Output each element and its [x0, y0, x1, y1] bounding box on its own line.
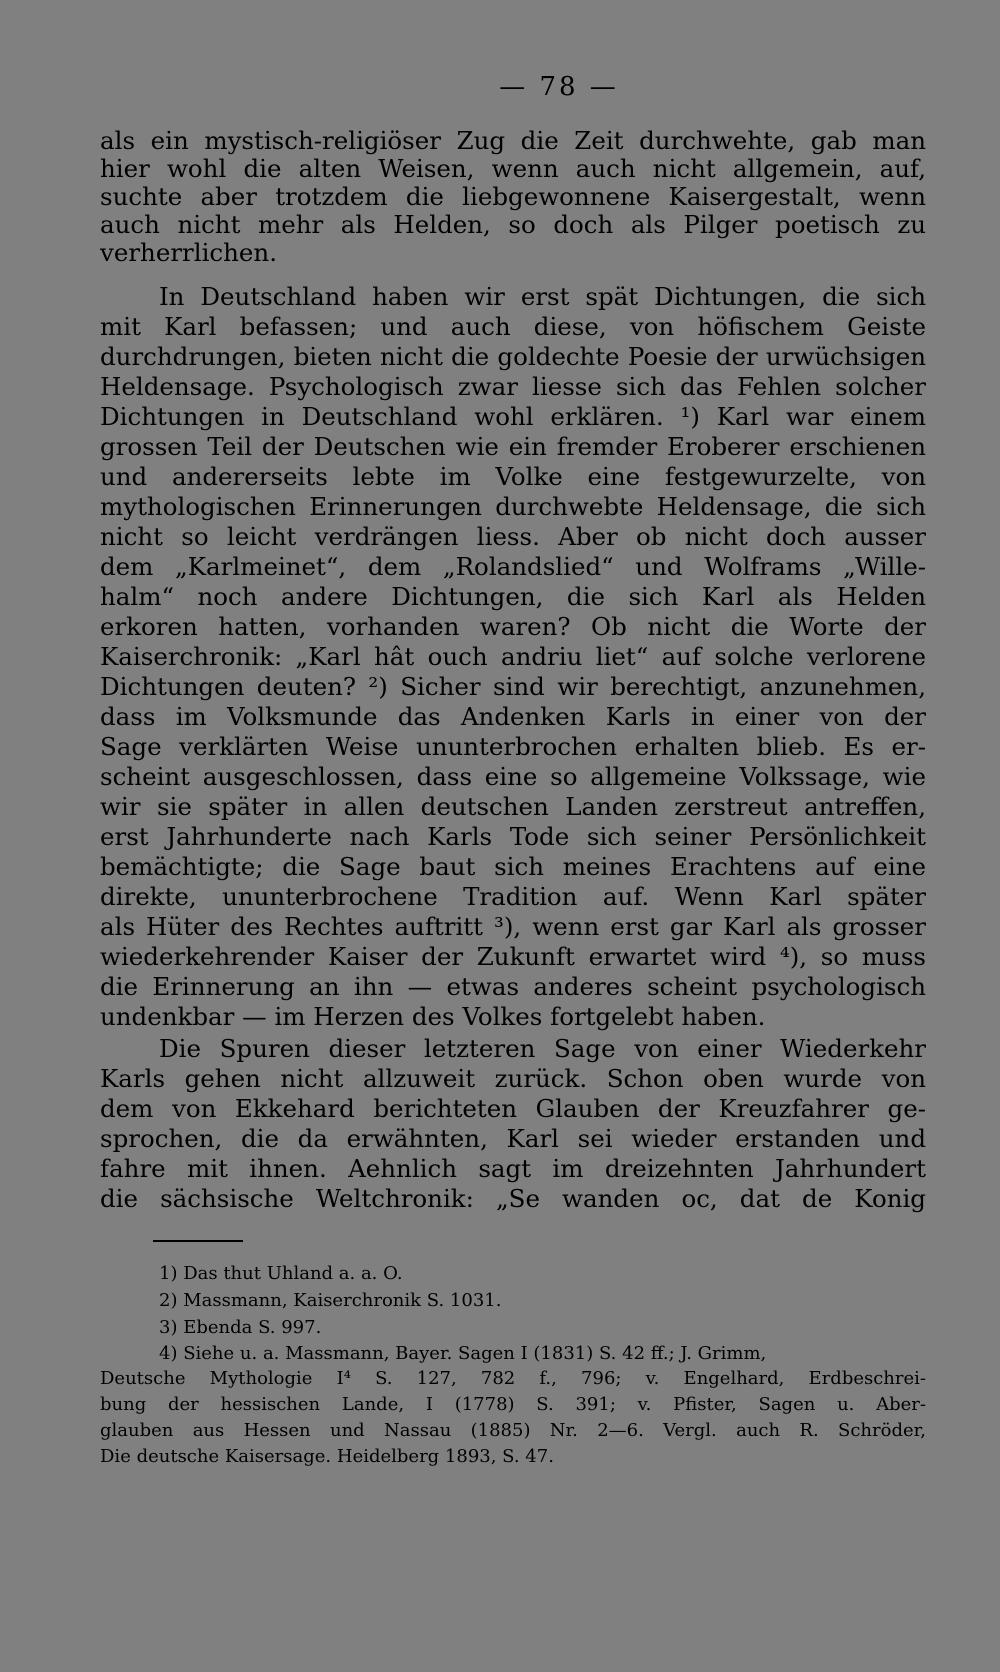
body-line: durchdrungen, bieten nicht die goldechte Poesie der urwüchsigen: [100, 342, 926, 371]
body-line: dem von Ekkehard berichteten Glauben der Kreuzfahrer ge-: [100, 1094, 926, 1123]
body-line: Dichtungen deuten? ²) Sicher sind wir berechtigt, anzunehmen,: [100, 672, 926, 701]
body-line: hier wohl die alten Weisen, wenn auch nicht allgemein, auf,: [100, 154, 926, 183]
body-line: Heldensage. Psychologisch zwar liesse sich das Fehlen solcher: [100, 372, 926, 401]
body-line: Sage verklärten Weise ununterbrochen erhalten blieb. Es er-: [100, 732, 926, 761]
body-line: mythologischen Erinnerungen durchwebte Heldensage, die sich: [100, 492, 926, 521]
body-line: die sächsische Weltchronik: „Se wanden oc, dat de Konig: [100, 1184, 926, 1213]
body-line: Karls gehen nicht allzuweit zurück. Schon oben wurde von: [100, 1064, 926, 1093]
footnote: 4) Siehe u. a. Massmann, Bayer. Sagen I (1831) S. 42 ff.; J. Grimm,: [159, 1343, 767, 1364]
body-line: die Erinnerung an ihn — etwas anderes scheint psychologisch: [100, 972, 926, 1001]
body-line: erst Jahrhunderte nach Karls Tode sich seiner Persönlichkeit: [100, 822, 926, 851]
body-line: als Hüter des Rechtes auftritt ³), wenn erst gar Karl als grosser: [100, 912, 926, 941]
footnote: 1) Das thut Uhland a. a. O.: [159, 1263, 403, 1284]
body-line: undenkbar — im Herzen des Volkes fortgelebt haben.: [100, 1002, 766, 1031]
body-line: verherrlichen.: [100, 238, 277, 267]
body-line: wiederkehrender Kaiser der Zukunft erwartet wird ⁴), so muss: [100, 942, 926, 971]
body-line: bemächtigte; die Sage baut sich meines Erachtens auf eine: [100, 852, 926, 881]
body-line: und andererseits lebte im Volke eine festgewurzelte, von: [100, 462, 926, 491]
body-line: halm“ noch andere Dichtungen, die sich Karl als Helden: [100, 582, 926, 611]
footnote: 3) Ebenda S. 997.: [159, 1317, 322, 1338]
body-line: grossen Teil der Deutschen wie ein fremder Eroberer erschienen: [100, 432, 926, 461]
footnote-continuation: glauben aus Hessen und Nassau (1885) Nr. 2—6. Vergl. auch R. Schröder,: [100, 1420, 926, 1441]
body-line: Dichtungen in Deutschland wohl erklären. ¹) Karl war einem: [100, 402, 926, 431]
body-line: nicht so leicht verdrängen liess. Aber ob nicht doch ausser: [100, 522, 926, 551]
footnote-continuation: Die deutsche Kaisersage. Heidelberg 1893, S. 47.: [100, 1446, 554, 1467]
body-line: direkte, ununterbrochene Tradition auf. Wenn Karl später: [100, 882, 926, 911]
footnote-separator: [153, 1240, 243, 1242]
footnote-continuation: Deutsche Mythologie I⁴ S. 127, 782 f., 796; v. Engelhard, Erdbeschrei-: [100, 1368, 926, 1389]
body-line: auch nicht mehr als Helden, so doch als Pilger poetisch zu: [100, 210, 926, 239]
body-line: scheint ausgeschlossen, dass eine so allgemeine Volkssage, wie: [100, 762, 926, 791]
body-line: sprochen, die da erwähnten, Karl sei wieder erstanden und: [100, 1124, 926, 1153]
body-line: mit Karl befassen; und auch diese, von höfischem Geiste: [100, 312, 926, 341]
body-line: erkoren hatten, vorhanden waren? Ob nicht die Worte der: [100, 612, 926, 641]
body-line: fahre mit ihnen. Aehnlich sagt im dreizehnten Jahrhundert: [100, 1154, 926, 1183]
body-line: als ein mystisch-religiöser Zug die Zeit durchwehte, gab man: [100, 126, 926, 155]
body-line: suchte aber trotzdem die liebgewonnene Kaisergestalt, wenn: [100, 182, 926, 211]
body-line: Die Spuren dieser letzteren Sage von einer Wiederkehr: [159, 1034, 926, 1063]
body-line: Kaiserchronik: „Karl hât ouch andriu liet“ auf solche verlorene: [100, 642, 926, 671]
body-line: dem „Karlmeinet“, dem „Rolandslied“ und Wolframs „Wille-: [100, 552, 926, 581]
footnote: 2) Massmann, Kaiserchronik S. 1031.: [159, 1290, 502, 1311]
body-line: wir sie später in allen deutschen Landen zerstreut antreffen,: [100, 792, 926, 821]
footnote-continuation: bung der hessischen Lande, I (1778) S. 391; v. Pfister, Sagen u. Aber-: [100, 1394, 926, 1415]
body-line: In Deutschland haben wir erst spät Dichtungen, die sich: [159, 282, 926, 311]
page-number: — 78 —: [499, 72, 619, 102]
body-line: dass im Volksmunde das Andenken Karls in einer von der: [100, 702, 926, 731]
